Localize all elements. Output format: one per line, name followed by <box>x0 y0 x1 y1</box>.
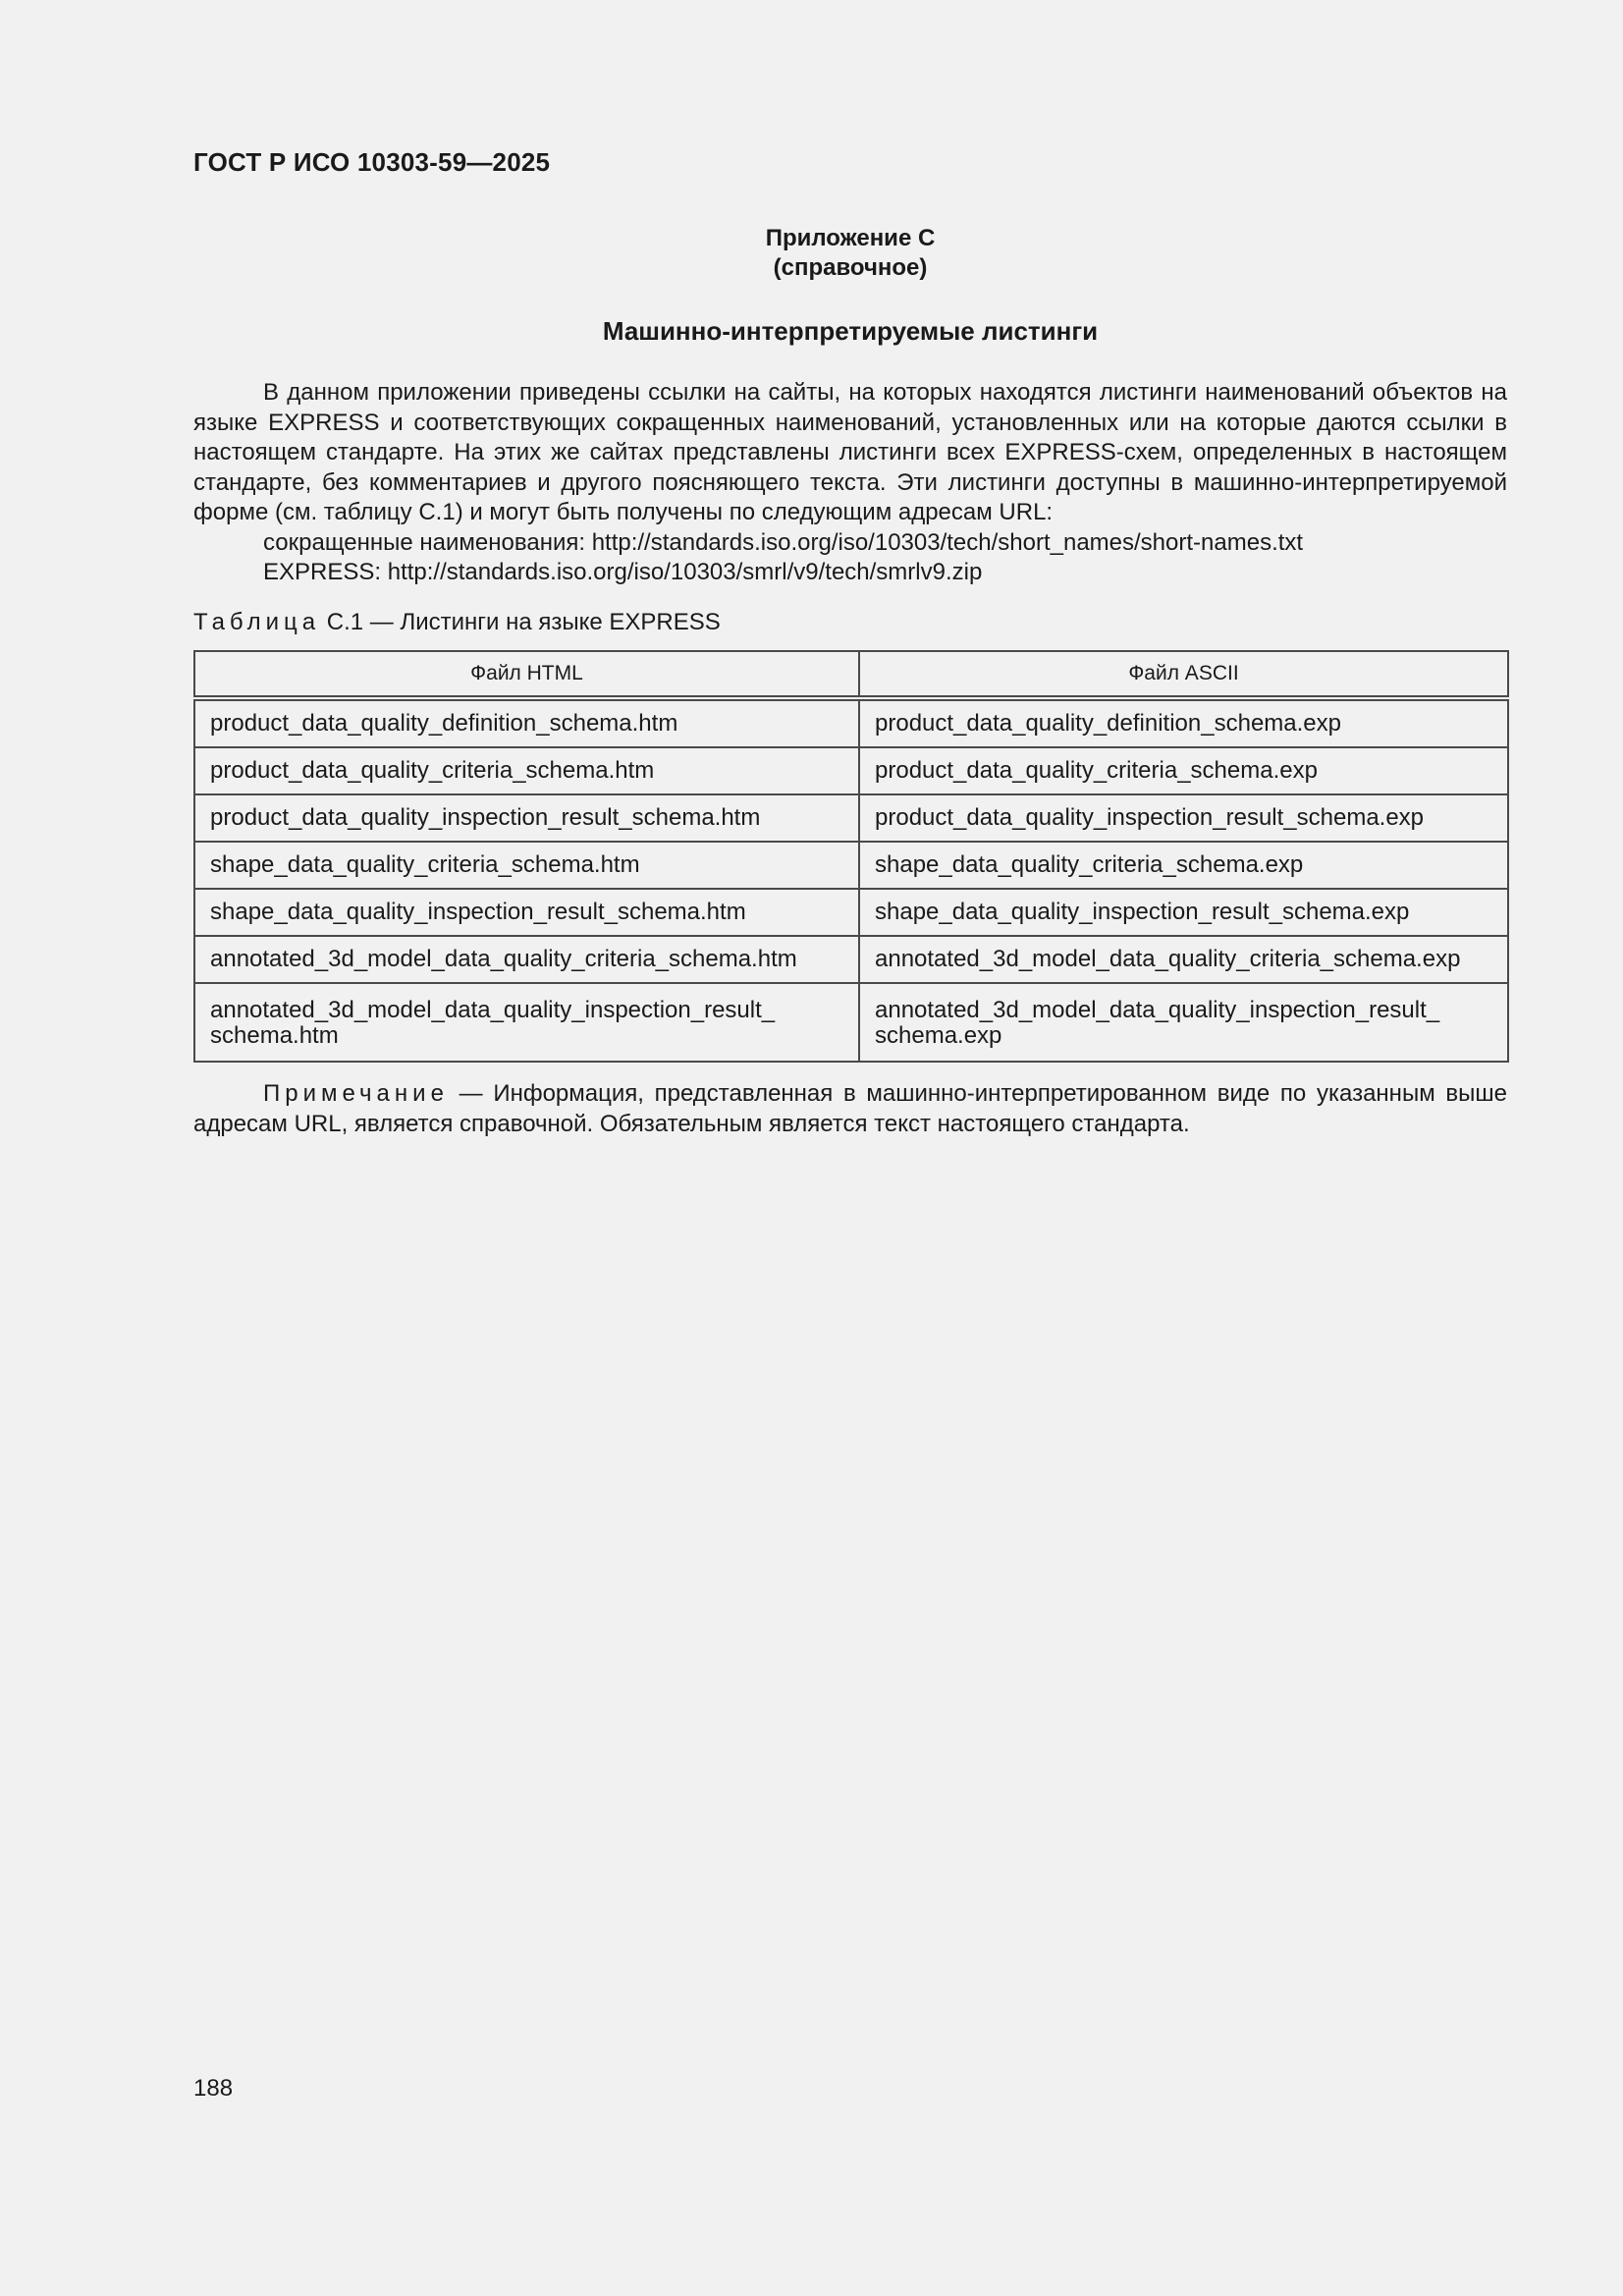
listings-table <box>193 650 1509 1063</box>
table-header-row <box>194 651 1508 698</box>
ascii-file-cell: shape_data_quality_inspection_result_schema.exp <box>859 889 1508 936</box>
express-url: EXPRESS: http://standards.iso.org/iso/10303/smrl/v9/tech/smrlv9.zip <box>263 559 983 585</box>
table-row <box>194 936 1508 983</box>
html-file-cell: product_data_quality_inspection_result_schema.htm <box>194 794 859 842</box>
note-label: Примечание <box>263 1080 449 1107</box>
table-caption-prefix: Таблица <box>193 609 321 635</box>
table-row <box>194 698 1508 747</box>
appendix-status: (справочное) <box>773 254 928 281</box>
table-row <box>194 842 1508 889</box>
html-file-cell: product_data_quality_criteria_schema.htm <box>194 747 859 794</box>
column-header-ascii: Файл ASCII <box>859 651 1508 698</box>
table-row <box>194 747 1508 794</box>
table-caption-text: С.1 — Листинги на языке EXPRESS <box>326 609 721 635</box>
ascii-file-cell: product_data_quality_definition_schema.exp <box>859 698 1508 747</box>
table-caption <box>193 609 721 636</box>
note-text: — Информация, представленная в машинно-интерпретированном виде по указанным выше адресам URL, является справочной. Обязательным является текст настоящего стандарта. <box>193 1080 1507 1137</box>
appendix-heading <box>193 224 1507 283</box>
appendix-title: Приложение С <box>765 225 936 251</box>
document-page <box>193 0 1507 2296</box>
ascii-file-cell: product_data_quality_criteria_schema.exp <box>859 747 1508 794</box>
table-note <box>193 1079 1507 1139</box>
section-title: Машинно-интерпретируемые листинги <box>602 316 1099 346</box>
ascii-file-cell: product_data_quality_inspection_result_schema.exp <box>859 794 1508 842</box>
html-file-cell: product_data_quality_definition_schema.htm <box>194 698 859 747</box>
html-file-cell: shape_data_quality_inspection_result_schema.htm <box>194 889 859 936</box>
body-text <box>193 378 1507 588</box>
intro-paragraph: В данном приложении приведены ссылки на сайты, на которых находятся листинги наименований объектов на языке EXPRESS и соответствующих сокращенных наименований, установленных или на которые даются ссылки в настоящем стандарте. На этих же сайтах представлены листинги всех EXPRESS-схем, определенных в настоящем стандарте, без комментариев и другого поясняющего текста. Эти листинги доступны в машинно-интерпретируемой форме (см. таблицу С.1) и могут быть получены по следующим адресам URL: <box>193 379 1507 525</box>
html-file-cell: annotated_3d_model_data_quality_criteria_schema.htm <box>194 936 859 983</box>
html-file-cell: shape_data_quality_criteria_schema.htm <box>194 842 859 889</box>
ascii-file-cell: annotated_3d_model_data_quality_inspection_result_ schema.exp <box>859 983 1508 1062</box>
table-row <box>194 889 1508 936</box>
html-file-cell: annotated_3d_model_data_quality_inspection_result_ schema.htm <box>194 983 859 1062</box>
table-row <box>194 794 1508 842</box>
ascii-file-cell: annotated_3d_model_data_quality_criteria_schema.exp <box>859 936 1508 983</box>
page-number: 188 <box>193 2075 234 2102</box>
table-row <box>194 983 1508 1062</box>
document-header: ГОСТ Р ИСО 10303-59—2025 <box>193 147 551 177</box>
column-header-html: Файл HTML <box>194 651 859 698</box>
short-names-url: сокращенные наименования: http://standards.iso.org/iso/10303/tech/short_names/short-names.txt <box>263 528 1304 556</box>
ascii-file-cell: shape_data_quality_criteria_schema.exp <box>859 842 1508 889</box>
